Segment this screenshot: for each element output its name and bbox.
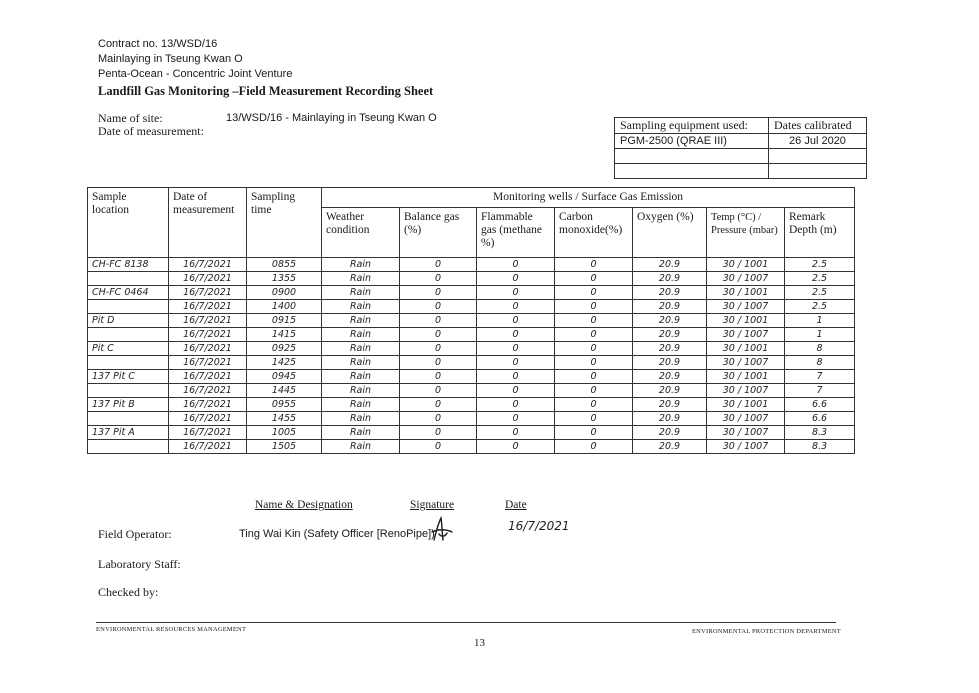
flammable-gas: 0 [477,412,555,426]
sampling-time: 1505 [247,440,322,454]
carbon-monoxide: 0 [555,370,633,384]
oxygen-value: 20.9 [633,328,707,342]
carbon-monoxide: 0 [555,342,633,356]
balance-gas: 0 [400,328,477,342]
oxygen-value: 20.9 [633,370,707,384]
weather-condition: Rain [322,440,400,454]
table-row [88,300,855,314]
remark-depth: 8.3 [785,426,855,440]
sample-location [88,328,169,342]
sampling-time: 0955 [247,398,322,412]
table-row [88,258,855,272]
flammable-gas-header: Flammable gas (methane %) [477,208,555,258]
contractor-name: Penta-Ocean - Concentric Joint Venture [98,68,293,80]
equipment-row [615,164,867,179]
weather-condition: Rain [322,258,400,272]
oxygen-value: 20.9 [633,426,707,440]
sampling-time: 0945 [247,370,322,384]
table-row [88,440,855,454]
carbon-monoxide: 0 [555,328,633,342]
table-row [88,272,855,286]
balance-gas: 0 [400,440,477,454]
temp-pressure: 30 / 1007 [707,300,785,314]
equipment-header: Sampling equipment used: [615,118,769,134]
equipment-name: PGM-2500 (QRAE III) [615,134,769,149]
laboratory-staff-label: Laboratory Staff: [98,557,181,571]
table-row [88,384,855,398]
sample-location: Pit D [88,314,169,328]
page-number: 13 [474,637,485,649]
weather-condition: Rain [322,412,400,426]
equipment-table [614,117,867,179]
measurement-date: 16/7/2021 [169,342,247,356]
temp-pressure: 30 / 1007 [707,412,785,426]
measurement-date: 16/7/2021 [169,258,247,272]
oxygen-value: 20.9 [633,342,707,356]
flammable-gas: 0 [477,426,555,440]
sample-location [88,440,169,454]
sample-location [88,300,169,314]
measurement-date: 16/7/2021 [169,426,247,440]
balance-gas: 0 [400,342,477,356]
remark-depth: 8 [785,356,855,370]
table-row [88,356,855,370]
sample-location: 137 Pit B [88,398,169,412]
sample-location [88,272,169,286]
contract-number: Contract no. 13/WSD/16 [98,38,218,50]
date-header: Date of measurement [169,188,247,258]
sampling-time: 0925 [247,342,322,356]
oxygen-value: 20.9 [633,440,707,454]
sampling-time: 0900 [247,286,322,300]
remark-depth: 7 [785,384,855,398]
temp-pressure: 30 / 1007 [707,426,785,440]
oxygen-value: 20.9 [633,412,707,426]
flammable-gas: 0 [477,356,555,370]
site-name-label: Name of site: [98,111,163,125]
measurement-date: 16/7/2021 [169,384,247,398]
sample-location [88,412,169,426]
temp-pressure: 30 / 1001 [707,342,785,356]
sampling-time: 1455 [247,412,322,426]
date-header-signoff: Date [505,499,527,511]
table-row [88,314,855,328]
weather-header: Weather condition [322,208,400,258]
weather-condition: Rain [322,370,400,384]
oxygen-value: 20.9 [633,398,707,412]
temp-pressure: 30 / 1001 [707,286,785,300]
measurement-date: 16/7/2021 [169,286,247,300]
carbon-monoxide: 0 [555,286,633,300]
remark-depth: 8 [785,342,855,356]
sample-location: CH-FC 0464 [88,286,169,300]
equipment-row [615,149,867,164]
oxygen-value: 20.9 [633,356,707,370]
temp-pressure: 30 / 1001 [707,314,785,328]
table-row [88,342,855,356]
table-row [88,328,855,342]
oxygen-value: 20.9 [633,272,707,286]
sample-location [88,384,169,398]
temp-pressure: 30 / 1007 [707,328,785,342]
remark-depth: 1 [785,314,855,328]
temp-pressure: 30 / 1001 [707,370,785,384]
balance-gas: 0 [400,286,477,300]
oxygen-value: 20.9 [633,286,707,300]
weather-condition: Rain [322,328,400,342]
weather-condition: Rain [322,314,400,328]
measurement-date: 16/7/2021 [169,328,247,342]
remark-depth: 7 [785,370,855,384]
balance-gas: 0 [400,384,477,398]
sampling-time: 1425 [247,356,322,370]
flammable-gas: 0 [477,398,555,412]
measurement-date: 16/7/2021 [169,272,247,286]
remark-depth: 2.5 [785,286,855,300]
field-operator-label: Field Operator: [98,527,172,541]
sampling-time: 1400 [247,300,322,314]
balance-gas: 0 [400,370,477,384]
carbon-monoxide: 0 [555,272,633,286]
carbon-monoxide: 0 [555,440,633,454]
table-row [88,426,855,440]
flammable-gas: 0 [477,370,555,384]
table-row [88,286,855,300]
date-of-measurement-label: Date of measurement: [98,124,204,138]
flammable-gas: 0 [477,328,555,342]
weather-condition: Rain [322,286,400,300]
balance-gas: 0 [400,258,477,272]
weather-condition: Rain [322,300,400,314]
oxygen-value: 20.9 [633,314,707,328]
name-designation-header: Name & Designation [255,499,353,511]
carbon-monoxide: 0 [555,398,633,412]
weather-condition: Rain [322,356,400,370]
project-name: Mainlaying in Tseung Kwan O [98,53,243,65]
temp-pressure: 30 / 1001 [707,258,785,272]
signature-mark-icon [426,514,456,544]
weather-condition: Rain [322,426,400,440]
carbon-monoxide: 0 [555,356,633,370]
balance-gas: 0 [400,412,477,426]
field-operator-date: 16/7/2021 [508,519,570,533]
carbon-monoxide: 0 [555,300,633,314]
monitoring-header: Monitoring wells / Surface Gas Emission [322,188,855,208]
table-row [88,398,855,412]
footer-divider [96,622,836,623]
field-operator-name: Ting Wai Kin (Safety Officer [RenoPipe]) [239,528,435,540]
flammable-gas: 0 [477,440,555,454]
balance-gas: 0 [400,314,477,328]
table-row [88,370,855,384]
remark-depth: 1 [785,328,855,342]
sample-location [88,356,169,370]
balance-gas: 0 [400,426,477,440]
measurement-date: 16/7/2021 [169,314,247,328]
sampling-time-header: Sampling time [247,188,322,258]
measurement-date: 16/7/2021 [169,370,247,384]
flammable-gas: 0 [477,384,555,398]
remark-depth: 2.5 [785,300,855,314]
remark-depth: 2.5 [785,258,855,272]
sample-location: 137 Pit C [88,370,169,384]
flammable-gas: 0 [477,314,555,328]
flammable-gas: 0 [477,272,555,286]
balance-gas: 0 [400,300,477,314]
balance-gas: 0 [400,272,477,286]
flammable-gas: 0 [477,300,555,314]
temp-pressure: 30 / 1007 [707,384,785,398]
balance-gas: 0 [400,356,477,370]
checked-by-label: Checked by: [98,585,159,599]
temp-pressure-header: Temp (°C) / Pressure (mbar) [707,208,785,258]
sample-location: Pit C [88,342,169,356]
sampling-time: 0855 [247,258,322,272]
weather-condition: Rain [322,342,400,356]
carbon-monoxide: 0 [555,412,633,426]
flammable-gas: 0 [477,286,555,300]
temp-pressure: 30 / 1007 [707,272,785,286]
footer-left: ENVIRONMENTAL RESOURCES MANAGEMENT [96,626,247,633]
flammable-gas: 0 [477,258,555,272]
oxygen-value: 20.9 [633,384,707,398]
calibrated-header: Dates calibrated [769,118,867,134]
oxygen-value: 20.9 [633,258,707,272]
remark-depth: 8.3 [785,440,855,454]
remark-depth: 6.6 [785,412,855,426]
carbon-monoxide-header: Carbon monoxide(%) [555,208,633,258]
weather-condition: Rain [322,398,400,412]
measurement-date: 16/7/2021 [169,398,247,412]
site-name-value: 13/WSD/16 - Mainlaying in Tseung Kwan O [226,112,437,124]
flammable-gas: 0 [477,342,555,356]
measurement-date: 16/7/2021 [169,440,247,454]
carbon-monoxide: 0 [555,384,633,398]
measurement-date: 16/7/2021 [169,300,247,314]
remark-depth-header: Remark Depth (m) [785,208,855,258]
temp-pressure: 30 / 1007 [707,440,785,454]
carbon-monoxide: 0 [555,426,633,440]
sample-location-header: Sample location [88,188,169,258]
calibration-date [769,164,867,179]
page-title: Landfill Gas Monitoring –Field Measurement Recording Sheet [98,84,434,98]
temp-pressure: 30 / 1001 [707,398,785,412]
measurement-table [87,187,855,454]
equipment-row [615,134,867,149]
remark-depth: 2.5 [785,272,855,286]
sample-location: CH-FC 8138 [88,258,169,272]
remark-depth: 6.6 [785,398,855,412]
balance-gas: 0 [400,398,477,412]
footer-right: ENVIRONMENTAL PROTECTION DEPARTMENT [692,628,841,635]
temp-pressure: 30 / 1007 [707,356,785,370]
measurement-date: 16/7/2021 [169,412,247,426]
sampling-time: 1355 [247,272,322,286]
calibration-date: 26 Jul 2020 [769,134,867,149]
calibration-date [769,149,867,164]
signature-header: Signature [410,499,455,511]
sampling-time: 1445 [247,384,322,398]
carbon-monoxide: 0 [555,314,633,328]
equipment-name [615,149,769,164]
weather-condition: Rain [322,384,400,398]
sampling-time: 1005 [247,426,322,440]
sampling-time: 0915 [247,314,322,328]
oxygen-value: 20.9 [633,300,707,314]
measurement-date: 16/7/2021 [169,356,247,370]
sample-location: 137 Pit A [88,426,169,440]
oxygen-header: Oxygen (%) [633,208,707,258]
sampling-time: 1415 [247,328,322,342]
table-row [88,412,855,426]
equipment-name [615,164,769,179]
carbon-monoxide: 0 [555,258,633,272]
weather-condition: Rain [322,272,400,286]
balance-gas-header: Balance gas (%) [400,208,477,258]
